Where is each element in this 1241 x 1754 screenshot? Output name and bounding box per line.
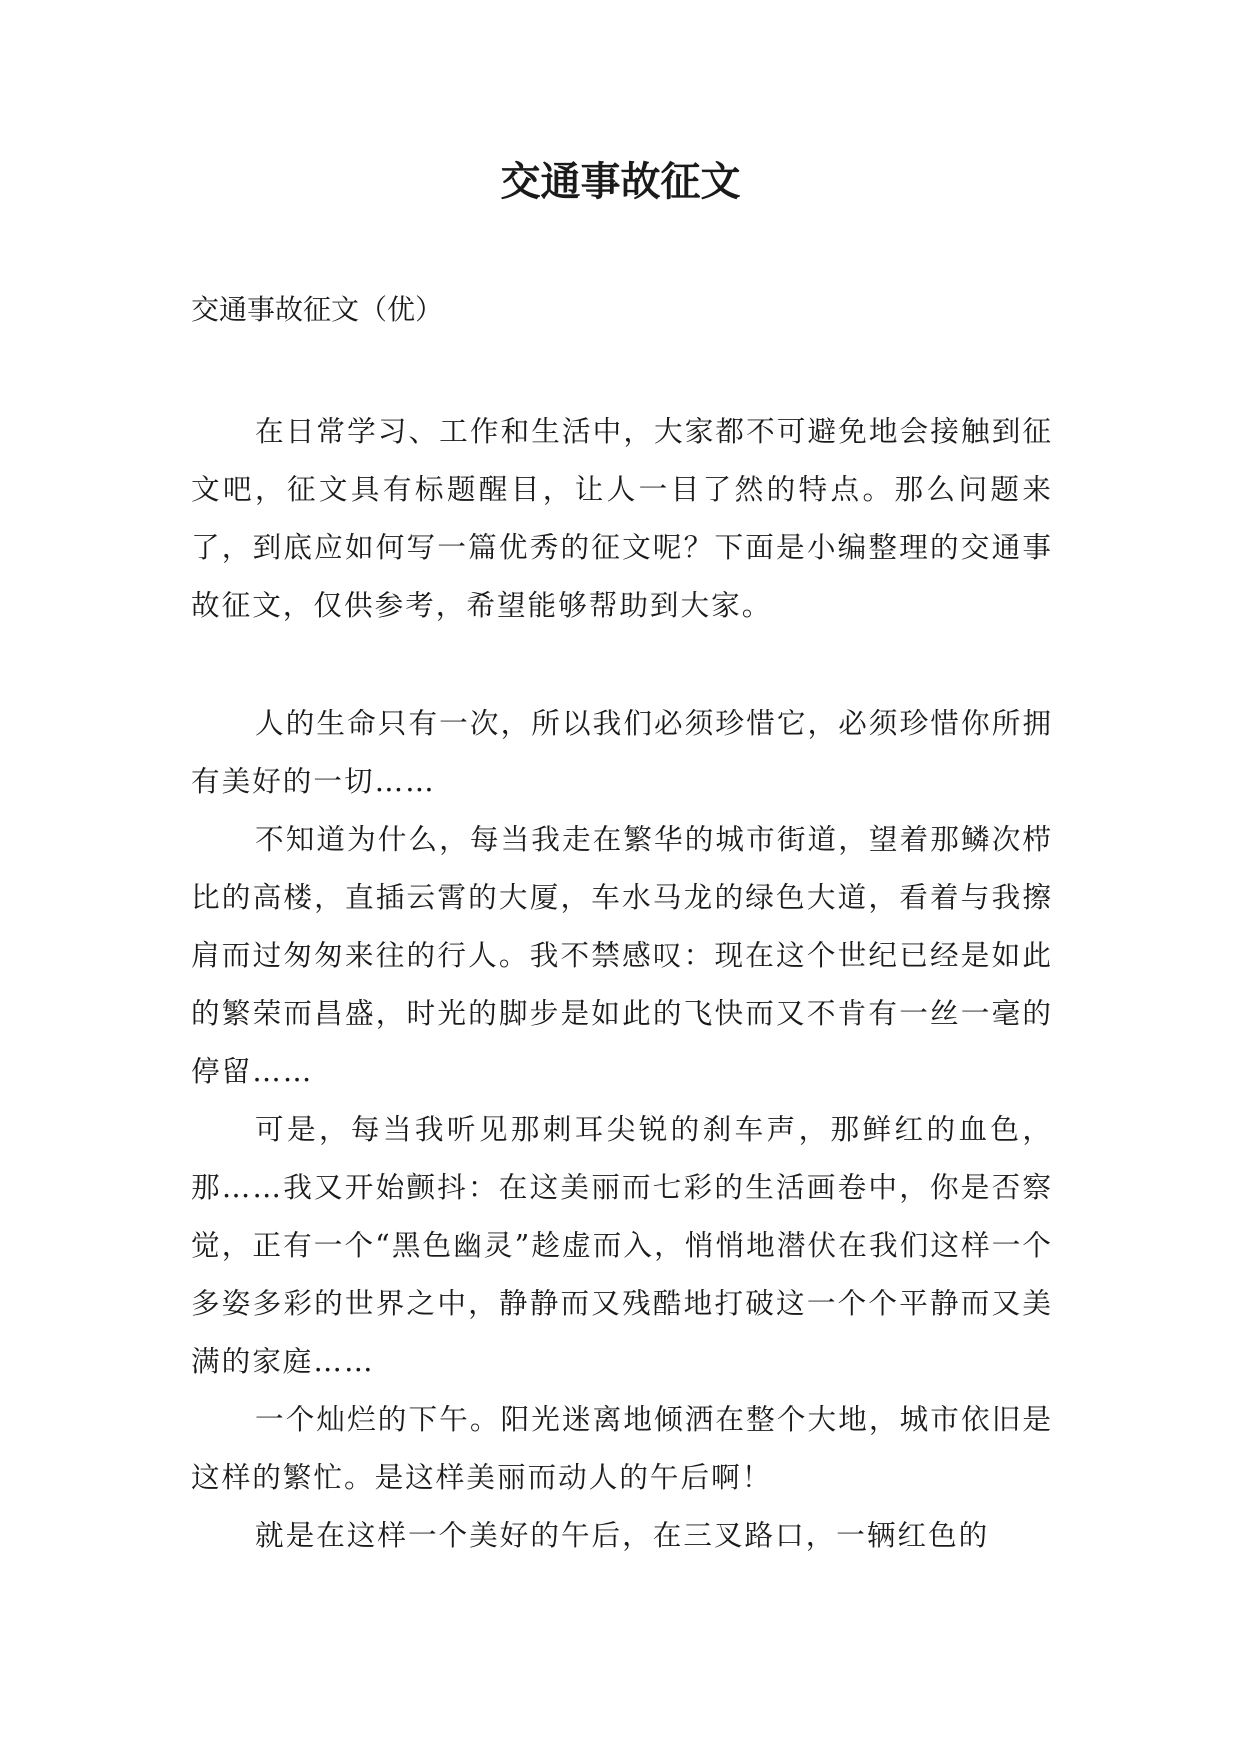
document-subtitle: 交通事故征文（优） (191, 293, 444, 326)
document-title: 交通事故征文 (500, 158, 741, 205)
paragraph-intro: 在日常学习、工作和生活中，大家都不可避免地会接触到征文吧，征文具有标题醒目，让人一目了然的特点。那么问题来了，到底应如何写一篇优秀的征文呢？下面是小编整理的交通事故征文，仅供参考，希望能够帮助到大家。 (191, 414, 1053, 622)
paragraph-life-once: 人的生命只有一次，所以我们必须珍惜它，必须珍惜你所拥有美好的一切…… (191, 706, 1053, 798)
paragraph-afternoon: 一个灿烂的下午。阳光迷离地倾洒在整个大地，城市依旧是这样的繁忙。是这样美丽而动人的午后啊！ (191, 1402, 1053, 1494)
paragraph-city-street: 不知道为什么，每当我走在繁华的城市街道，望着那鳞次栉比的高楼，直插云霄的大厦，车水马龙的绿色大道，看着与我擦肩而过匆匆来往的行人。我不禁感叹：现在这个世纪已经是如此的繁荣而昌盛，时光的脚步是如此的飞快而又不肯有一丝一毫的停留…… (191, 822, 1053, 1088)
paragraph-brake-sound: 可是，每当我听见那刺耳尖锐的刹车声，那鲜红的血色，那……我又开始颤抖：在这美丽而七彩的生活画卷中，你是否察觉，正有一个“黑色幽灵”趁虚而入，悄悄地潜伏在我们这样一个多姿多彩的世界之中，静静而又残酷地打破这一个个平静而又美满的家庭…… (191, 1112, 1053, 1378)
paragraph-crossroad: 就是在这样一个美好的午后，在三叉路口，一辆红色的 (255, 1518, 990, 1552)
